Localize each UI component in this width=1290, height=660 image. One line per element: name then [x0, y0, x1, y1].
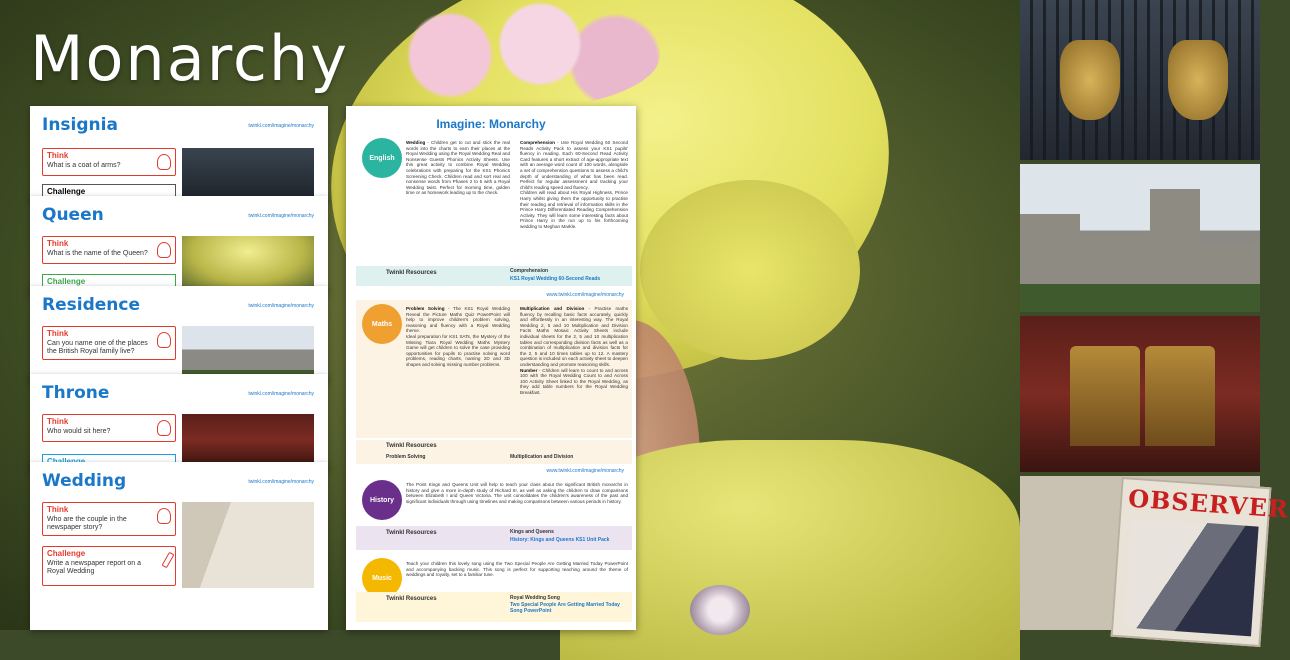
maths-col1-text: - The KS1 Royal Wedding Reveal the Picture Maths Quiz PowerPoint will help to improve children's problem solving, reasoning and fluency with a Royal Wedding theme. [406, 306, 511, 334]
activity-sheet [346, 106, 636, 630]
lightbulb-icon [157, 332, 171, 348]
think-box [42, 414, 176, 442]
card-url: twinkl.com/imagine/monarchy [248, 213, 314, 219]
crest-left [1060, 40, 1120, 120]
card-title: Throne [42, 383, 110, 403]
english-col1 [406, 140, 510, 196]
card-url: twinkl.com/imagine/monarchy [248, 391, 314, 397]
card-header [30, 374, 328, 408]
hat-brim-shape [640, 180, 860, 360]
throne-seat [1070, 346, 1140, 446]
challenge-label: Challenge [47, 277, 86, 286]
card-header [30, 106, 328, 140]
sheet-url: www.twinkl.com/imagine/monarchy [546, 292, 624, 298]
card-url: twinkl.com/imagine/monarchy [248, 479, 314, 485]
think-label: Think [47, 505, 69, 514]
maths-col2-heading: Multiplication and Division [520, 306, 585, 311]
history-panel [356, 478, 632, 524]
think-question: Can you name one of the places the British Royal family live? [47, 340, 148, 355]
thumb-castle [182, 326, 314, 378]
castle-wall [1200, 244, 1260, 284]
pencil-icon [161, 552, 174, 569]
photo-palace-gates [1020, 0, 1260, 160]
think-label: Think [47, 329, 69, 338]
challenge-text: Write a newspaper report on a Royal Wedding [47, 560, 142, 575]
castle-keep [1150, 189, 1200, 284]
maths-resources [356, 440, 632, 464]
music-text: Teach your children this lovely song using the Two Special People Are Getting Married Today PowerPoint and accompanying backing music. This song is perfect for supporting teaching around the theme of weddings and royalty, set to a familiar tune. [406, 561, 628, 578]
english-badge: English [362, 138, 402, 178]
english-col2-text: - Use Royal Wedding 60 Second Reads Activity Pack to assess your KS1 pupils' fluency in reading. Each 60-Second Read Activity Card features a short extract of age-appropriate text with an average word count of 100 words, alongside a set of comprehension questions to assess a child's depth of understanding of what has been read. Perfect for regular assessment and tracking your child's reading speed and fluency. [520, 140, 628, 190]
think-label: Think [47, 417, 69, 426]
think-question: Who would sit here? [47, 428, 111, 435]
hat-flowers [360, 0, 660, 110]
think-label: Think [47, 239, 69, 248]
think-box [42, 326, 176, 360]
music-panel [356, 558, 632, 594]
card-url: twinkl.com/imagine/monarchy [248, 303, 314, 309]
maths-panel [356, 300, 632, 438]
maths-col2-text: - Practise maths fluency by recalling basic facts accurately, quickly and effortlessly in an interesting way. The Royal Wedding 2, 5 and 10 Multiplication and Division Facts Maths Mosaic Activity Sheets include individual sheets for the 2, 5 and 10 multiplication tables and corresponding division facts as well as a combination of multiplication and division facts for the 2, 5 and 10 times tables up to 12. A mastery question is included on each activity sheet to deepen understanding and promote reasoning skills. [520, 306, 628, 367]
card-residence[interactable] [30, 286, 328, 382]
magazine-title: OBSERVER [1127, 483, 1290, 524]
lightbulb-icon [157, 420, 171, 436]
sheet-url: www.twinkl.com/imagine/monarchy [546, 468, 624, 474]
sheet-title: Imagine: Monarchy [436, 117, 546, 131]
english-panel [356, 134, 632, 274]
photo-castle [1020, 164, 1260, 312]
maths-col1-heading: Problem Solving [406, 306, 445, 311]
challenge-box [42, 546, 176, 586]
english-col2 [520, 140, 628, 230]
card-header [30, 196, 328, 230]
resources-heading: Problem Solving [386, 454, 426, 460]
castle-tower [1020, 214, 1080, 284]
resources-heading: Comprehension [510, 268, 549, 274]
resources-heading: Multiplication and Division [510, 454, 574, 460]
english-col2b-text: Children will read about His Royal Highness, Prince Harry whilst giving them the opportunity to practise their reading and retrieval of information skills in the Prince Harry Differentiated Reading Comprehension Activity. They will learn some interesting facts about Prince Harry in the run up to his forthcoming wedding to Meghan Markle. [520, 190, 628, 229]
resources-label: Twinkl Resources [386, 596, 437, 602]
challenge-box [42, 274, 176, 286]
card-wedding[interactable] [30, 462, 328, 630]
page-title: Monarchy [30, 22, 349, 95]
resources-link[interactable]: History: Kings and Queens KS1 Unit Pack [510, 537, 610, 543]
lightbulb-icon [157, 154, 171, 170]
challenge-box [42, 184, 176, 196]
history-resources [356, 526, 632, 550]
thumb-throne [182, 414, 314, 466]
card-title: Insignia [42, 115, 118, 135]
photo-newspaper [1020, 476, 1290, 630]
maths-col2b-heading: Number [520, 367, 538, 373]
resources-link[interactable]: KS1 Royal Wedding 60-Second Reads [510, 276, 601, 282]
thumb-gates [182, 148, 314, 200]
card-header [30, 286, 328, 320]
english-resources [356, 266, 632, 286]
history-badge: History [362, 480, 402, 520]
resources-link[interactable]: Two Special People Are Getting Married Today Song PowerPoint [510, 602, 620, 614]
english-col1-heading: Wedding [406, 140, 426, 145]
card-url: twinkl.com/imagine/monarchy [248, 123, 314, 129]
think-label: Think [47, 151, 69, 160]
think-question: Who are the couple in the newspaper story? [47, 516, 127, 531]
card-title: Queen [42, 205, 104, 225]
maths-col1b-text: Ideal preparation for KS1 SATs, the Mystery of the Missing Tiara Royal Wedding Maths Mystery Game will get children to solve the case providing opportunities for pupils to practise solving word problems, reading charts, naming 2D and 3D shapes and solving missing number problems. [406, 333, 510, 367]
maths-col1 [406, 306, 510, 368]
lightbulb-icon [157, 242, 171, 258]
think-box [42, 236, 176, 264]
history-text: The Point Kings and Queens Unit will help to teach your class about the significant British monarchs in history and give a more in-depth study of Richard III, as well as asking the children to draw comparisons between Elizabeth I and Queen Victoria. The unit consolidates the children's awareness of the past and significant individuals through using timelines and making comparisons between various periods in history. [406, 482, 628, 504]
card-title: Residence [42, 295, 140, 315]
resources-label: Twinkl Resources [386, 270, 437, 276]
thumb-queen [182, 236, 314, 288]
think-box [42, 502, 176, 536]
throne-seat [1145, 346, 1215, 446]
card-queen[interactable] [30, 196, 328, 292]
challenge-label: Challenge [47, 549, 86, 558]
image-strip [1020, 0, 1290, 630]
resources-label: Twinkl Resources [386, 443, 437, 449]
think-question: What is a coat of arms? [47, 162, 121, 169]
thumb-newspaper [182, 502, 314, 588]
challenge-label: Challenge [47, 187, 86, 196]
photo-throne [1020, 316, 1260, 472]
music-resources [356, 592, 632, 622]
maths-col2b-text: - Children will learn to count to and across 100 with the Royal Wedding Count to and Across 100 Activity Sheet linked to the Royal Wedding, as they add table numbers for the Royal Wedding Breakfast. [520, 367, 628, 395]
maths-col2 [520, 306, 628, 396]
magazine-picture [1123, 518, 1258, 637]
think-box [42, 148, 176, 176]
lightbulb-icon [157, 508, 171, 524]
brooch [690, 585, 750, 635]
think-question: What is the name of the Queen? [47, 250, 148, 257]
english-col1-text: - Children get to cut and stick the real words into the charts to earn their places at the Royal Wedding using the Royal Wedding Real and Nonsense Guests Phonics Activity Sheets. Use this great activity to combine Royal Wedding celebrations with preparing for the KS1 Phonics Screening Check. Children read and sort real and nonsense words from Phases 2 to 5 with a Royal Wedding twist. Perfect for morning time, golden time or as homework leading up to the check. [406, 140, 510, 196]
music-badge: Music [362, 558, 402, 598]
card-throne[interactable] [30, 374, 328, 470]
resources-heading: Royal Wedding Song [510, 595, 560, 601]
card-insignia[interactable] [30, 106, 328, 202]
maths-badge: Maths [362, 304, 402, 344]
card-header [30, 462, 328, 496]
english-col2-heading: Comprehension [520, 140, 555, 145]
resources-label: Twinkl Resources [386, 530, 437, 536]
crest-right [1168, 40, 1228, 120]
resources-heading: Kings and Queens [510, 529, 554, 535]
magazine-cover [1111, 477, 1290, 647]
card-title: Wedding [42, 471, 127, 491]
